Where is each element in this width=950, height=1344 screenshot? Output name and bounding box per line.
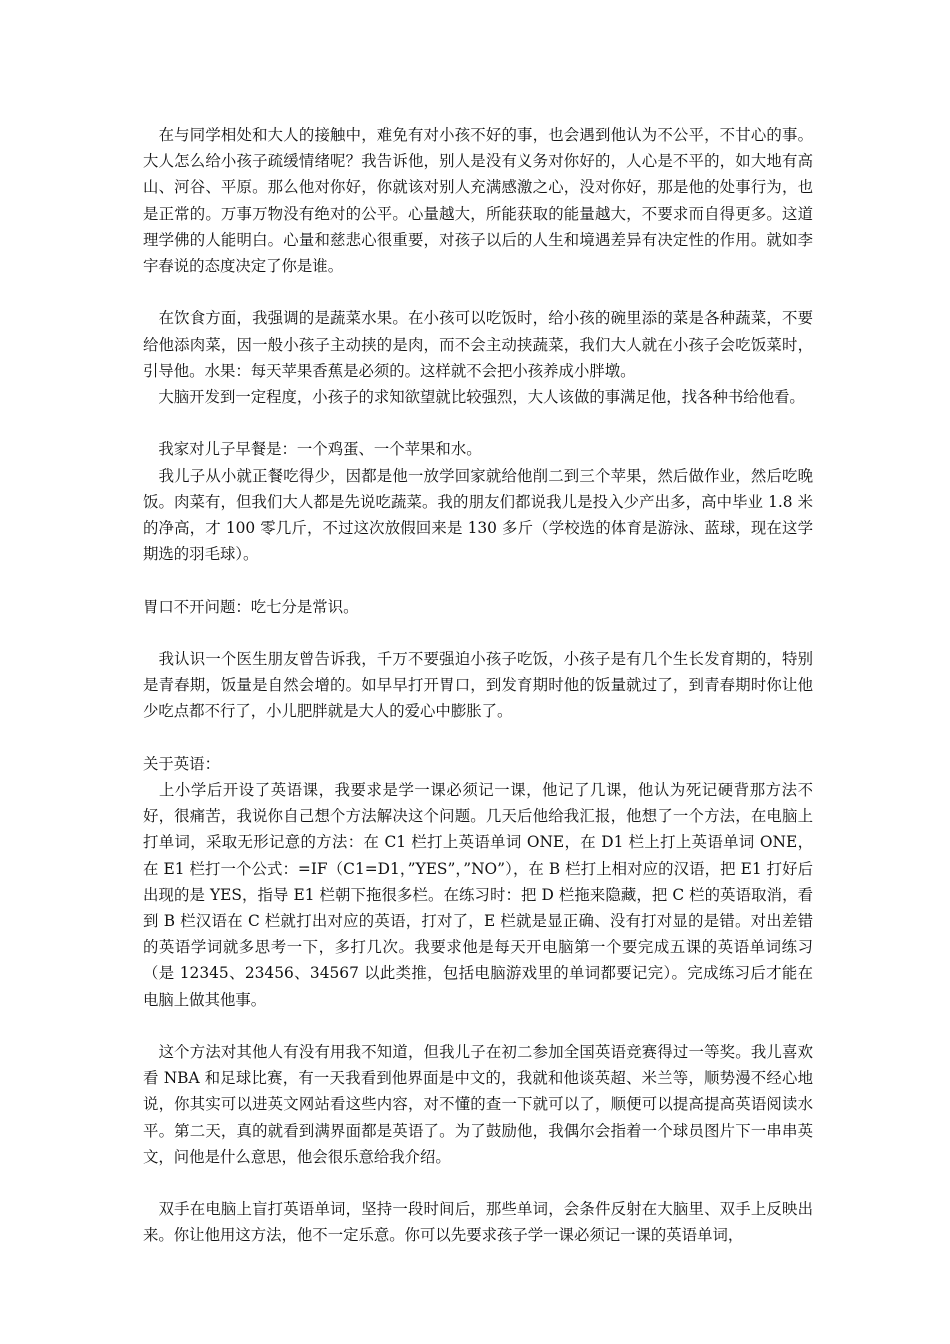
paragraph-gap bbox=[143, 1013, 813, 1039]
paragraph-breakfast: 我家对儿子早餐是：一个鸡蛋、一个苹果和水。 bbox=[143, 440, 482, 459]
paragraph-diet: 在饮食方面，我强调的是蔬菜水果。在小孩可以吃饭时，给小孩的碗里添的菜是各种蔬菜，不要给他添肉菜，因一般小孩子主动挟的是肉，而不会主动挟蔬菜，我们大人就在小孩子会吃饭菜时，引导他。水果：每天苹果香蕉是必须的。这样就不会把小孩养成小胖墩。 bbox=[143, 309, 813, 380]
paragraph-meals: 我儿子从小就正餐吃得少，因都是他一放学回家就给他削二到三个苹果，然后做作业，然后吃晚饭。肉菜有，但我们大人都是先说吃蔬菜。我的朋友们都说我儿是投入少产出多，高中毕业 1.8 米的净高，才 100 零几斤，不过这次放假回来是 130 多斤（学校选的体育是游泳、蓝球，现在这学期选的羽毛球）。 bbox=[143, 466, 813, 564]
paragraph-emotions: 在与同学相处和大人的接触中，难免有对小孩不好的事，也会遇到他认为不公平，不甘心的事。大人怎么给小孩子疏缓情绪呢？我告诉他，别人是没有义务对你好的，人心是不平的，如大地有高山、河谷、平原。那么他对你好，你就该对别人充满感激之心，没对你好，那是他的处事行为，也是正常的。万事万物没有绝对的公平。心量越大，所能获取的能量越大，不要求而自得更多。这道理学佛的人能明白。心量和慈悲心很重要，对孩子以后的人生和境遇差异有决定性的作用。就如李宇春说的态度决定了你是谁。 bbox=[143, 126, 813, 276]
paragraph-english-method: 上小学后开设了英语课，我要求是学一课必须记一课，他记了几课，他认为死记硬背那方法不好，很痛苦，我说你自己想个方法解决这个问题。几天后他给我汇报，他想了一个方法，在电脑上打单词，采取无形记意的方法：在 C1 栏打上英语单词 ONE，在 D1 栏上打上英语单词 ONE，在 E1 栏打一个公式：=IF（C1=D1，”YES”，”NO”），在 B 栏打上相对应的汉语，把 E1 打好后出现的是 YES，指导 E1 栏朝下拖很多栏。在练习时：把 D 栏拖来隐藏，把 C 栏的英语取消，看到 B 栏汉语在 C 栏就打出对应的英语，打对了，E 栏就是显正确、没有打对显的是错。对出差错的英语学词就多思考一下，多打几次。我要求他是每天开电脑第一个要完成五课的英语单词练习（是 12345、23456、34567 以此类推，包括电脑游戏里的单词都要记完）。完成练习后才能在电脑上做其他事。 bbox=[143, 781, 813, 1009]
paragraph-gap bbox=[143, 567, 813, 593]
paragraph-gap bbox=[143, 410, 813, 436]
paragraph-english-heading: 关于英语： bbox=[143, 754, 220, 773]
paragraph-appetite-heading: 胃口不开问题：吃七分是常识。 bbox=[143, 597, 359, 616]
paragraph-gap bbox=[143, 620, 813, 646]
paragraph-gap bbox=[143, 1170, 813, 1196]
paragraph-english-result: 这个方法对其他人有没有用我不知道，但我儿子在初二参加全国英语竞赛得过一等奖。我儿喜欢看 NBA 和足球比赛，有一天我看到他界面是中文的，我就和他谈英超、米兰等，顺势漫不经心地说，你其实可以进英文网站看这些内容，对不懂的查一下就可以了，顺便可以提高提高英语阅读水平。第二天，真的就看到满界面都是英语了。为了鼓励他，我偶尔会指着一个球员图片下一串串英文，问他是什么意思，他会很乐意给我介绍。 bbox=[143, 1043, 813, 1166]
paragraph-gap bbox=[143, 725, 813, 751]
paragraph-brain-development: 大脑开发到一定程度，小孩子的求知欲望就比较强烈，大人该做的事满足他，找各种书给他看。 bbox=[143, 388, 805, 407]
paragraph-typing: 双手在电脑上盲打英语单词，坚持一段时间后，那些单词，会条件反射在大脑里、双手上反映出来。你让他用这方法，他不一定乐意。你可以先要求孩子学一课必须记一课的英语单词， bbox=[143, 1200, 813, 1245]
paragraph-doctor-advice: 我认识一个医生朋友曾告诉我，千万不要强迫小孩子吃饭，小孩子是有几个生长发育期的，特别是青春期，饭量是自然会增的。如早早打开胃口，到发育期时他的饭量就过了，到青春期时你让他少吃点都不行了，小儿肥胖就是大人的爱心中膨胀了。 bbox=[143, 650, 813, 721]
document-body bbox=[143, 122, 813, 1249]
paragraph-gap bbox=[143, 279, 813, 305]
